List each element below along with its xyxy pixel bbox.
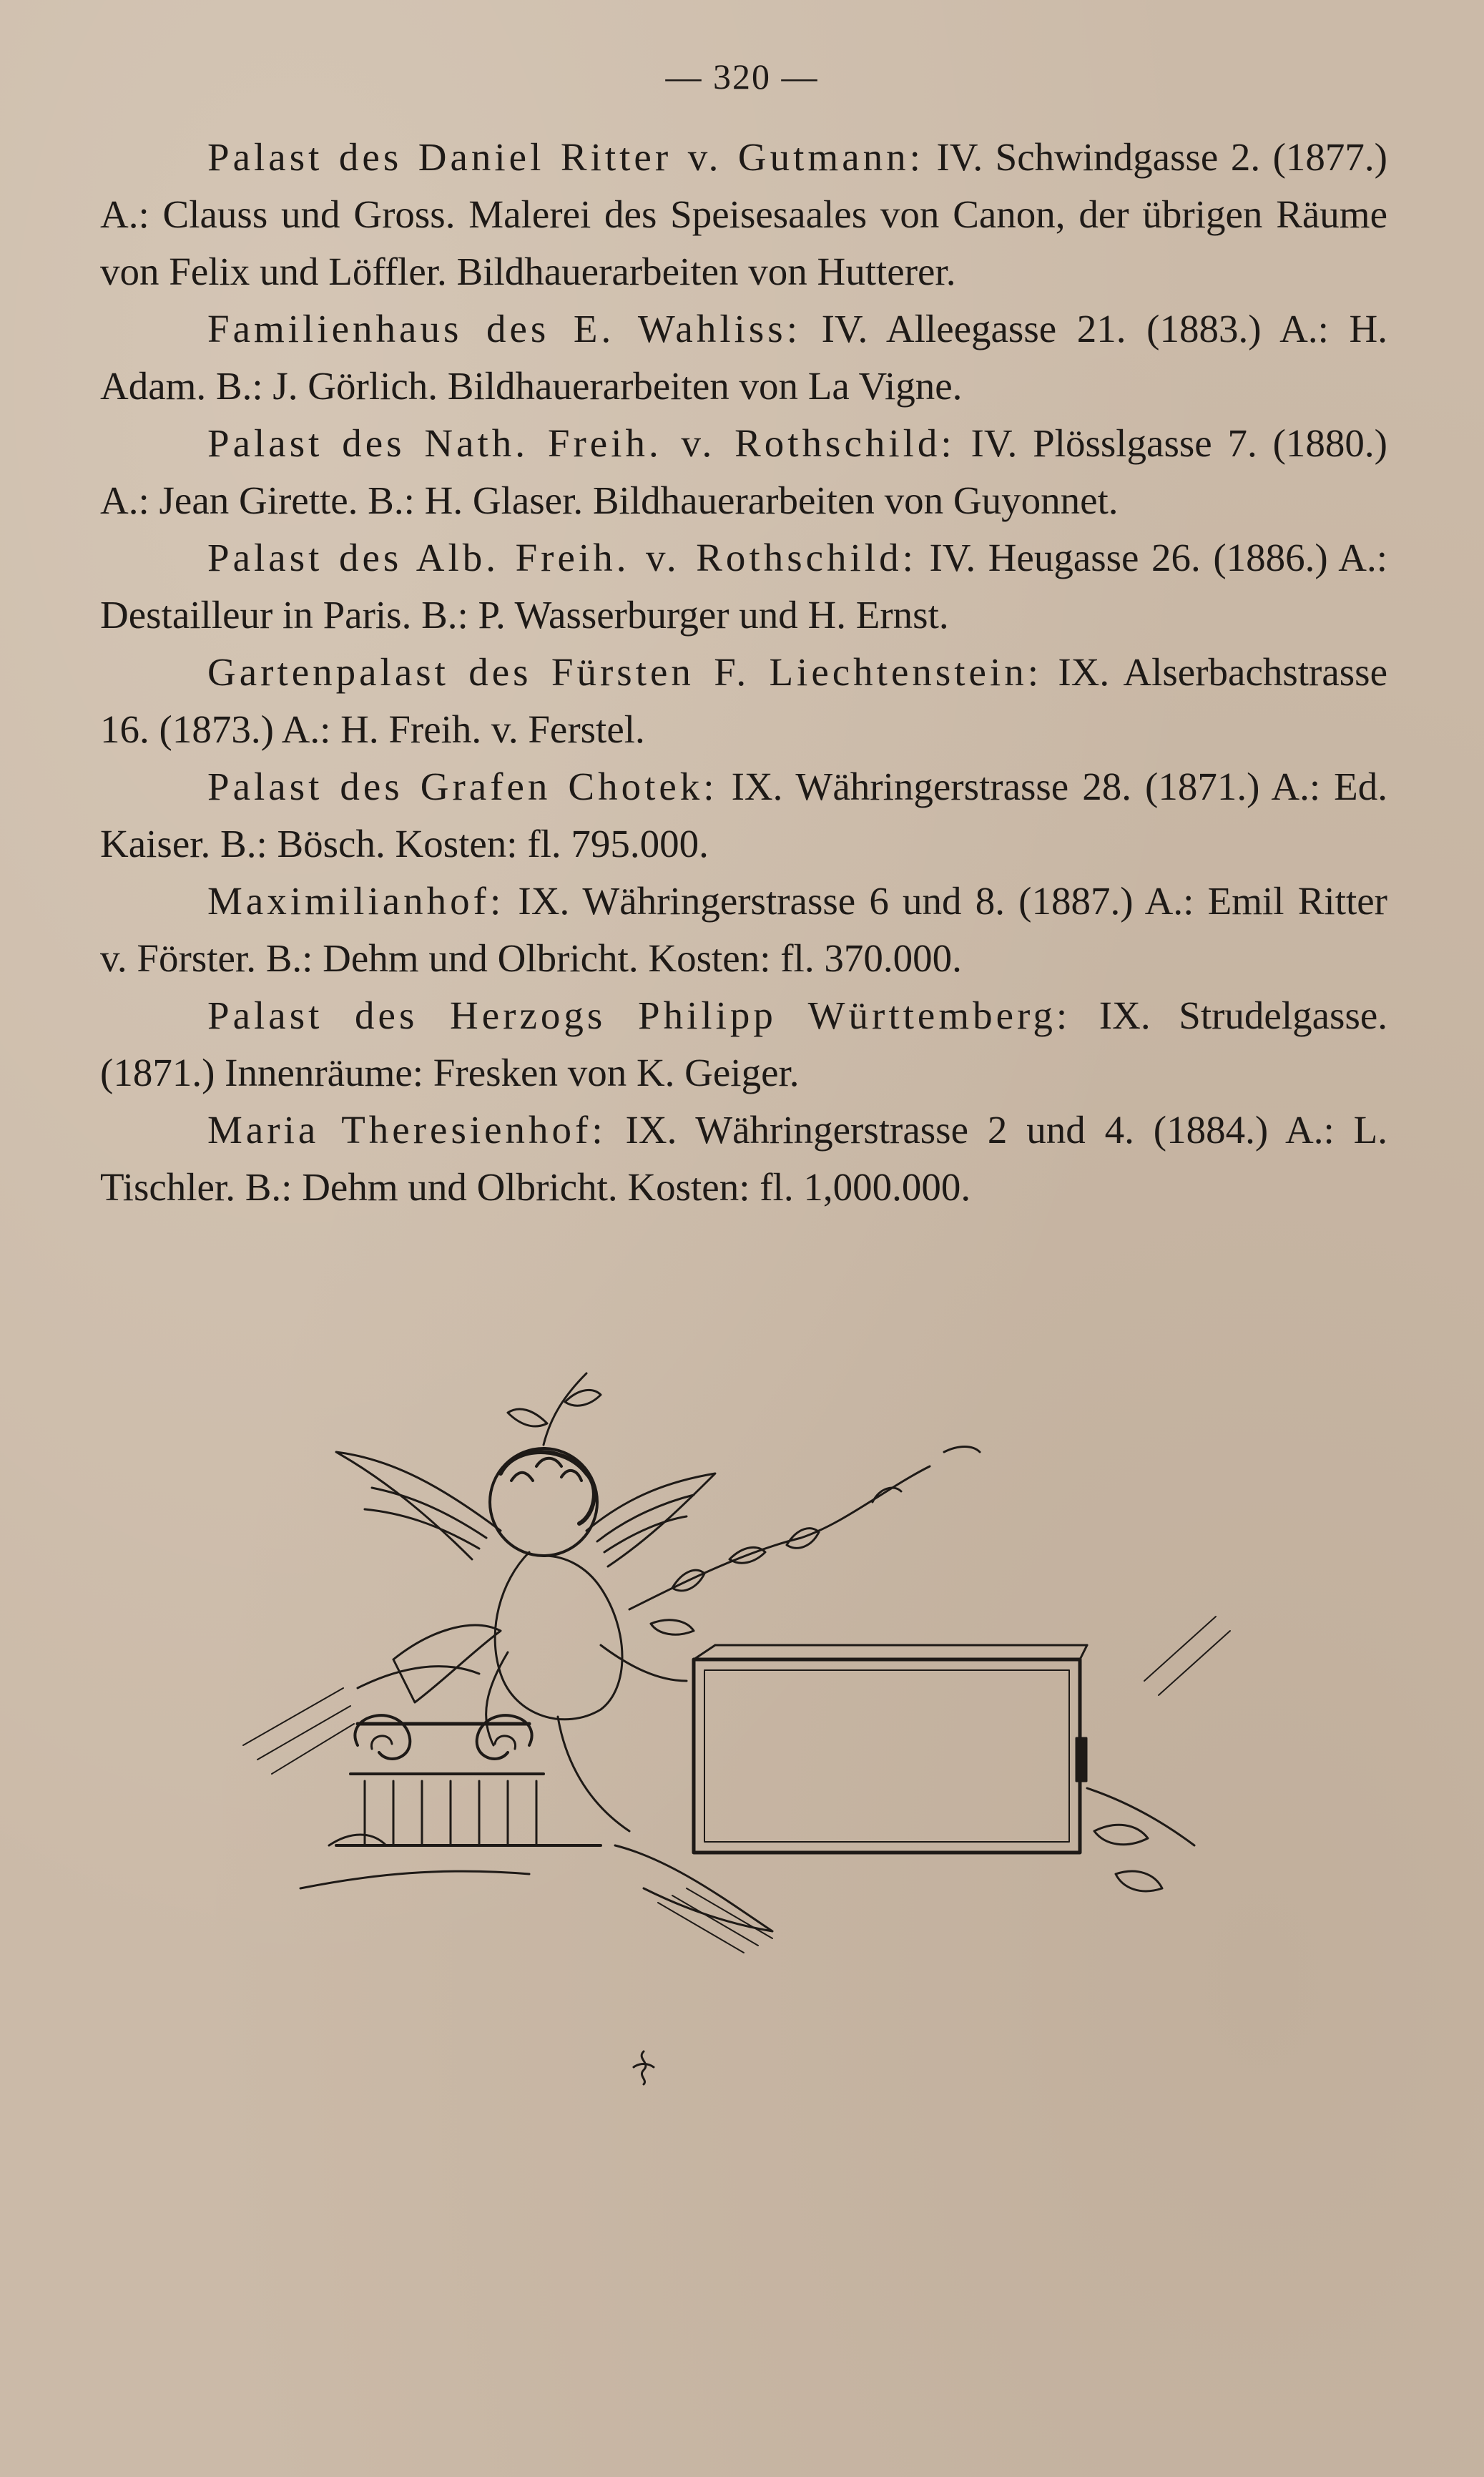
entry-text: IX. Währingerstrasse 2 und 4. (1884.) A.: L. Tischler. B.: Dehm und Olbricht. Kosten: fl. 1,000.000. [100, 1108, 1388, 1209]
entry-text: IV. Plösslgasse 7. (1880.) A.: Jean Girette. B.: H. Glaser. Bildhauerarbeiten von Guyonnet. [100, 421, 1387, 522]
entry-maria-theresienhof [100, 1102, 1387, 1216]
entry-text: IV. Heugasse 26. (1886.) A.: Destailleur in Paris. B.: P. Wasserburger und H. Ernst. [100, 536, 1387, 637]
cherub-vignette-icon [229, 1345, 1259, 1988]
fleuron-ornament-icon [622, 2046, 665, 2089]
entry-text: IX. Strudelgasse. (1871.) Innenräume: Fresken von K. Geiger. [100, 994, 1388, 1094]
entry-wahliss [100, 300, 1387, 415]
entry-name: Gartenpalast des Fürsten F. Liechtenstein: [207, 650, 1043, 694]
entry-liechtenstein [100, 644, 1387, 758]
entry-gutmann [100, 129, 1387, 300]
entry-text: IX. Währingerstrasse 6 und 8. (1887.) A.: Emil Ritter v. Förster. B.: Dehm und Olbricht. Kosten: fl. 370.000. [100, 879, 1387, 980]
entry-name: Palast des Alb. Freih. v. Rothschild: [207, 536, 917, 579]
entry-text: IX. Währingerstrasse 28. (1871.) A.: Ed. Kaiser. B.: Bösch. Kosten: fl. 795.000. [100, 765, 1387, 865]
entry-chotek [100, 758, 1387, 873]
entry-text: IV. Schwindgasse 2. (1877.) A.: Clauss und Gross. Malerei des Speisesaales von Canon, der übrigen Räume von Felix und Löffler. Bildhauerarbeiten von Hutterer. [100, 135, 1387, 293]
entry-name: Palast des Grafen Chotek: [207, 765, 718, 808]
entry-list [100, 129, 1387, 1216]
entry-name: Palast des Daniel Ritter v. Gutmann: [207, 135, 924, 179]
entry-name: Palast des Nath. Freih. v. Rothschild: [207, 421, 955, 465]
entry-text: IX. Alserbachstrasse 16. (1873.) A.: H. Freih. v. Ferstel. [100, 650, 1387, 751]
page-number: — 320 — [665, 57, 819, 97]
entry-name: Familienhaus des E. Wahliss: [207, 307, 801, 350]
entry-name: Maximilianhof: [207, 879, 505, 923]
entry-maximilianhof [100, 873, 1387, 987]
entry-wuerttemberg [100, 987, 1387, 1102]
entry-nath-rothschild [100, 415, 1387, 529]
entry-name: Palast des Herzogs Philipp Württemberg: [207, 994, 1071, 1037]
entry-name: Maria Theresienhof: [207, 1108, 606, 1152]
entry-text: IV. Alleegasse 21. (1883.) A.: H. Adam. B.: J. Görlich. Bildhauerarbeiten von La Vigne. [100, 307, 1387, 408]
entry-alb-rothschild [100, 529, 1387, 644]
